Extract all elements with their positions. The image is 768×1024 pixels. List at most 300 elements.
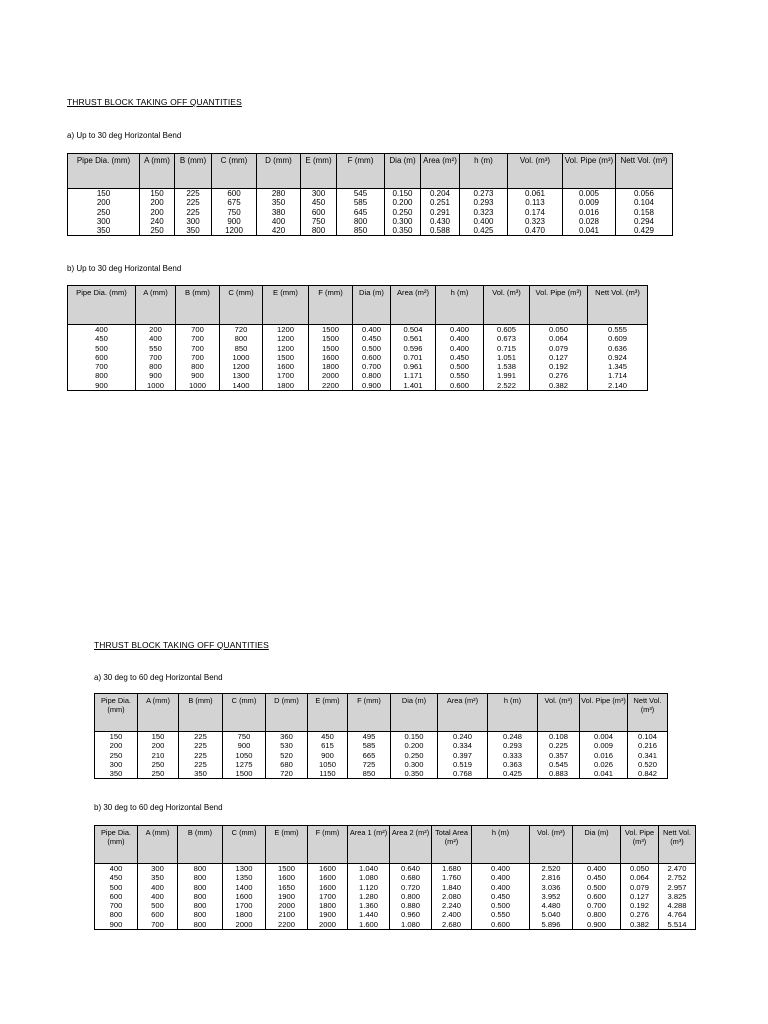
table-cell: 600 (68, 353, 136, 362)
table-cell: 0.640 (390, 864, 432, 874)
table-cell: 0.174 (508, 208, 563, 217)
table-cell: 0.300 (385, 217, 421, 226)
table-cell: 0.341 (628, 751, 668, 760)
table-cell: 1400 (223, 883, 266, 892)
table-cell: 0.561 (391, 334, 436, 343)
column-header: F (mm) (348, 694, 391, 732)
table-cell: 800 (301, 226, 337, 236)
table-cell: 1900 (266, 892, 308, 901)
table-cell: 250 (138, 760, 179, 769)
table-cell: 2.522 (484, 381, 530, 391)
table-cell: 0.400 (460, 217, 508, 226)
table-cell: 380 (257, 208, 301, 217)
table-cell: 0.150 (391, 732, 438, 742)
table-cell: 0.276 (621, 910, 659, 919)
table-cell: 450 (301, 198, 337, 207)
table-cell: 0.600 (353, 353, 391, 362)
table-cell: 1275 (223, 760, 266, 769)
table-cell: 0.079 (530, 344, 588, 353)
table-cell: 0.600 (472, 920, 530, 930)
table-cell: 1700 (223, 901, 266, 910)
table-cell: 495 (348, 732, 391, 742)
page2-section-b-subtitle: b) 30 deg to 60 deg Horizontal Bend (94, 803, 223, 812)
table-cell: 1.991 (484, 371, 530, 380)
table-cell: 1.760 (432, 873, 472, 882)
table-cell: 0.276 (530, 371, 588, 380)
table-cell: 675 (212, 198, 257, 207)
table-cell: 1.538 (484, 362, 530, 371)
page2-section-a-subtitle: a) 30 deg to 60 deg Horizontal Bend (94, 673, 223, 682)
table-cell: 0.600 (436, 381, 484, 391)
table-cell: 850 (348, 769, 391, 779)
table-row (95, 910, 696, 919)
table-cell: 0.400 (472, 864, 530, 874)
table-cell: 0.041 (580, 769, 628, 779)
column-header: Area (m²) (421, 154, 460, 189)
table-cell: 900 (212, 217, 257, 226)
table-cell: 0.636 (588, 344, 648, 353)
table-cell: 0.200 (391, 741, 438, 750)
table-cell: 750 (301, 217, 337, 226)
table-cell: 0.673 (484, 334, 530, 343)
table-cell: 850 (337, 226, 385, 236)
table-cell: 850 (220, 344, 263, 353)
table-cell: 0.430 (421, 217, 460, 226)
table-cell: 225 (179, 751, 223, 760)
table-row (68, 208, 673, 217)
table-cell: 150 (138, 732, 179, 742)
column-header: A (mm) (140, 154, 175, 189)
table-cell: 225 (175, 208, 212, 217)
table-cell: 300 (175, 217, 212, 226)
table-header-row (95, 826, 696, 864)
table-cell: 1200 (263, 344, 309, 353)
table-row (68, 371, 648, 380)
table-cell: 1600 (309, 353, 353, 362)
table-cell: 0.127 (621, 892, 659, 901)
table-cell: 225 (179, 741, 223, 750)
table-cell: 0.382 (530, 381, 588, 391)
table-cell: 1300 (223, 864, 266, 874)
table-cell: 0.026 (580, 760, 628, 769)
table-cell: 4.480 (530, 901, 573, 910)
table-cell: 250 (68, 208, 140, 217)
table-cell: 1.440 (348, 910, 390, 919)
table-cell: 725 (348, 760, 391, 769)
table-cell: 1700 (263, 371, 309, 380)
table-cell: 225 (179, 760, 223, 769)
table-cell: 150 (68, 189, 140, 199)
table-cell: 720 (220, 325, 263, 335)
table-cell: 0.880 (390, 901, 432, 910)
page2-section-b-table (94, 825, 696, 930)
table-cell: 1800 (308, 901, 348, 910)
table-cell: 750 (223, 732, 266, 742)
table-cell: 0.715 (484, 344, 530, 353)
column-header: E (mm) (308, 694, 348, 732)
table-cell: 585 (348, 741, 391, 750)
table-cell: 0.382 (621, 920, 659, 930)
column-header: h (m) (460, 154, 508, 189)
table-cell: 1.040 (348, 864, 390, 874)
table-cell: 0.064 (621, 873, 659, 882)
table-cell: 300 (68, 217, 140, 226)
column-header: F (mm) (308, 826, 348, 864)
table-cell: 0.016 (563, 208, 616, 217)
table-cell: 1200 (212, 226, 257, 236)
table-cell: 400 (138, 892, 178, 901)
table-cell: 0.450 (573, 873, 621, 882)
table-cell: 0.127 (530, 353, 588, 362)
table-cell: 350 (68, 226, 140, 236)
column-header: Dia (m) (353, 286, 391, 325)
table-cell: 600 (301, 208, 337, 217)
page1-section-a-subtitle: a) Up to 30 deg Horizontal Bend (67, 131, 182, 140)
column-header: Dia (m) (385, 154, 421, 189)
table-cell: 0.400 (436, 334, 484, 343)
table-cell: 1500 (263, 353, 309, 362)
table-cell: 0.216 (628, 741, 668, 750)
table-cell: 0.609 (588, 334, 648, 343)
column-header: Nett Vol. (m³) (628, 694, 668, 732)
table-row (68, 353, 648, 362)
table-row (95, 760, 668, 769)
table-cell: 0.450 (353, 334, 391, 343)
column-header: Nett Vol. (m³) (588, 286, 648, 325)
table-cell: 450 (308, 732, 348, 742)
table-cell: 800 (337, 217, 385, 226)
table-cell: 0.425 (488, 769, 538, 779)
column-header: B (mm) (175, 154, 212, 189)
table-cell: 0.400 (472, 873, 530, 882)
table-cell: 1600 (263, 362, 309, 371)
table-cell: 225 (175, 198, 212, 207)
table-cell: 900 (223, 741, 266, 750)
table-cell: 2.400 (432, 910, 472, 919)
table-cell: 225 (175, 189, 212, 199)
table-cell: 0.429 (616, 226, 673, 236)
table-cell: 350 (179, 769, 223, 779)
table-cell: 0.768 (438, 769, 488, 779)
table-cell: 0.960 (390, 910, 432, 919)
table-cell: 0.450 (436, 353, 484, 362)
table-cell: 0.113 (508, 198, 563, 207)
table-cell: 1200 (263, 325, 309, 335)
column-header: Vol. (m³) (538, 694, 580, 732)
table-cell: 0.273 (460, 189, 508, 199)
table-cell: 500 (95, 883, 138, 892)
table-cell: 530 (266, 741, 308, 750)
table-cell: 0.056 (616, 189, 673, 199)
table-cell: 200 (68, 198, 140, 207)
table-cell: 0.588 (421, 226, 460, 236)
table-cell: 1.080 (348, 873, 390, 882)
table-cell: 0.519 (438, 760, 488, 769)
table-cell: 1700 (308, 892, 348, 901)
table-cell: 0.500 (436, 362, 484, 371)
table-cell: 240 (140, 217, 175, 226)
table-cell: 0.293 (460, 198, 508, 207)
table-cell: 720 (266, 769, 308, 779)
table-cell: 1000 (220, 353, 263, 362)
table-cell: 750 (212, 208, 257, 217)
table-cell: 0.500 (353, 344, 391, 353)
table-cell: 2.957 (659, 883, 696, 892)
table-cell: 1800 (223, 910, 266, 919)
table-cell: 1.840 (432, 883, 472, 892)
table-cell: 0.883 (538, 769, 580, 779)
table-cell: 0.250 (391, 751, 438, 760)
table-cell: 3.036 (530, 883, 573, 892)
table-cell: 225 (179, 732, 223, 742)
table-cell: 0.800 (573, 910, 621, 919)
table-cell: 210 (138, 751, 179, 760)
table-cell: 800 (178, 883, 223, 892)
table-cell: 700 (176, 325, 220, 335)
table-cell: 0.104 (616, 198, 673, 207)
table-cell: 0.596 (391, 344, 436, 353)
table-row (95, 732, 668, 742)
table-cell: 0.500 (472, 901, 530, 910)
table-cell: 1.680 (432, 864, 472, 874)
table-cell: 700 (176, 344, 220, 353)
column-header: Area 1 (m²) (348, 826, 390, 864)
table-cell: 0.470 (508, 226, 563, 236)
table-cell: 400 (136, 334, 176, 343)
table-cell: 300 (138, 864, 178, 874)
column-header: Nett Vol. (m³) (616, 154, 673, 189)
table-row (95, 920, 696, 930)
table-cell: 2000 (308, 920, 348, 930)
table-cell: 450 (68, 334, 136, 343)
table-cell: 0.842 (628, 769, 668, 779)
table-cell: 900 (95, 920, 138, 930)
table-row (95, 751, 668, 760)
table-cell: 0.004 (580, 732, 628, 742)
column-header: Area (m²) (438, 694, 488, 732)
table-cell: 0.009 (580, 741, 628, 750)
table-cell: 2.816 (530, 873, 573, 882)
column-header: A (mm) (136, 286, 176, 325)
table-cell: 0.605 (484, 325, 530, 335)
table-cell: 1500 (309, 325, 353, 335)
table-cell: 5.514 (659, 920, 696, 930)
table-cell: 0.108 (538, 732, 580, 742)
table-cell: 1500 (223, 769, 266, 779)
table-cell: 0.500 (573, 883, 621, 892)
table-cell: 250 (138, 769, 179, 779)
table-cell: 5.040 (530, 910, 573, 919)
table-cell: 800 (176, 362, 220, 371)
table-cell: 250 (95, 751, 138, 760)
table-header-row (95, 694, 668, 732)
table-cell: 500 (138, 901, 178, 910)
column-header: Pipe Dia. (mm) (68, 154, 140, 189)
table-cell: 1050 (223, 751, 266, 760)
table-cell: 2.240 (432, 901, 472, 910)
column-header: Nett Vol. (m³) (659, 826, 696, 864)
table-cell: 0.600 (573, 892, 621, 901)
table-cell: 0.333 (488, 751, 538, 760)
table-cell: 420 (257, 226, 301, 236)
column-header: Vol. (m³) (508, 154, 563, 189)
table-cell: 2100 (266, 910, 308, 919)
table-cell: 0.357 (538, 751, 580, 760)
table-cell: 2.470 (659, 864, 696, 874)
column-header: D (mm) (266, 694, 308, 732)
column-header: Vol. Pipe (m³) (563, 154, 616, 189)
table-cell: 0.800 (390, 892, 432, 901)
table-cell: 545 (337, 189, 385, 199)
table-row (95, 769, 668, 779)
table-row (95, 873, 696, 882)
table-cell: 0.555 (588, 325, 648, 335)
page1-section-a-table (67, 153, 673, 236)
table-cell: 800 (178, 910, 223, 919)
table-cell: 700 (176, 334, 220, 343)
table-cell: 800 (220, 334, 263, 343)
table-header-row (68, 154, 673, 189)
table-cell: 0.550 (472, 910, 530, 919)
table-cell: 700 (136, 353, 176, 362)
page2-title: THRUST BLOCK TAKING OFF QUANTITIES (94, 640, 269, 650)
table-cell: 450 (95, 873, 138, 882)
column-header: Vol. Pipe (m³) (530, 286, 588, 325)
table-cell: 1650 (266, 883, 308, 892)
table-cell: 1.714 (588, 371, 648, 380)
column-header: Pipe Dia. (mm) (95, 826, 138, 864)
table-cell: 0.009 (563, 198, 616, 207)
table-cell: 0.204 (421, 189, 460, 199)
table-cell: 800 (95, 910, 138, 919)
table-cell: 0.050 (621, 864, 659, 874)
column-header: C (mm) (212, 154, 257, 189)
table-cell: 700 (176, 353, 220, 362)
table-cell: 1.360 (348, 901, 390, 910)
page2-section-a-table (94, 693, 668, 779)
table-cell: 2200 (309, 381, 353, 391)
column-header: Total Area (m²) (432, 826, 472, 864)
table-cell: 0.192 (621, 901, 659, 910)
table-cell: 0.550 (436, 371, 484, 380)
table-cell: 1600 (308, 883, 348, 892)
table-cell: 800 (136, 362, 176, 371)
page1-section-b-subtitle: b) Up to 30 deg Horizontal Bend (67, 264, 182, 273)
table-cell: 2.520 (530, 864, 573, 874)
table-cell: 0.520 (628, 760, 668, 769)
table-cell: 1500 (266, 864, 308, 874)
table-cell: 0.150 (385, 189, 421, 199)
table-cell: 1000 (176, 381, 220, 391)
table-cell: 700 (138, 920, 178, 930)
table-cell: 400 (68, 325, 136, 335)
column-header: E (mm) (301, 154, 337, 189)
table-row (68, 198, 673, 207)
table-cell: 0.363 (488, 760, 538, 769)
table-cell: 800 (68, 371, 136, 380)
table-cell: 0.225 (538, 741, 580, 750)
table-cell: 400 (257, 217, 301, 226)
table-cell: 4.764 (659, 910, 696, 919)
table-cell: 0.900 (573, 920, 621, 930)
table-cell: 520 (266, 751, 308, 760)
table-row (95, 864, 696, 874)
column-header: Vol. Pipe (m³) (621, 826, 659, 864)
table-cell: 200 (140, 208, 175, 217)
table-row (95, 892, 696, 901)
table-cell: 600 (138, 910, 178, 919)
table-cell: 1400 (220, 381, 263, 391)
column-header: C (mm) (220, 286, 263, 325)
table-cell: 0.400 (573, 864, 621, 874)
table-row (68, 325, 648, 335)
table-cell: 350 (138, 873, 178, 882)
table-cell: 0.323 (508, 217, 563, 226)
table-cell: 550 (136, 344, 176, 353)
table-cell: 3.825 (659, 892, 696, 901)
table-cell: 0.397 (438, 751, 488, 760)
table-cell: 0.064 (530, 334, 588, 343)
table-cell: 0.450 (472, 892, 530, 901)
table-cell: 1300 (220, 371, 263, 380)
table-cell: 0.924 (588, 353, 648, 362)
table-cell: 360 (266, 732, 308, 742)
table-cell: 0.334 (438, 741, 488, 750)
column-header: Pipe Dia. (mm) (68, 286, 136, 325)
table-cell: 250 (140, 226, 175, 236)
table-cell: 900 (176, 371, 220, 380)
table-cell: 800 (178, 892, 223, 901)
table-row (68, 226, 673, 236)
table-row (68, 334, 648, 343)
page1-section-b-table (67, 285, 648, 391)
table-cell: 1350 (223, 873, 266, 882)
table-cell: 1.051 (484, 353, 530, 362)
table-row (68, 381, 648, 391)
table-cell: 2.752 (659, 873, 696, 882)
table-cell: 1200 (263, 334, 309, 343)
table-cell: 0.425 (460, 226, 508, 236)
column-header: Pipe Dia. (mm) (95, 694, 138, 732)
table-cell: 0.248 (488, 732, 538, 742)
table-cell: 0.041 (563, 226, 616, 236)
table-cell: 0.251 (421, 198, 460, 207)
table-cell: 0.680 (390, 873, 432, 882)
table-cell: 800 (178, 873, 223, 882)
table-cell: 585 (337, 198, 385, 207)
table-cell: 300 (301, 189, 337, 199)
column-header: E (mm) (263, 286, 309, 325)
table-cell: 0.016 (580, 751, 628, 760)
table-cell: 0.079 (621, 883, 659, 892)
table-cell: 2000 (266, 901, 308, 910)
column-header: Area (m²) (391, 286, 436, 325)
table-row (95, 741, 668, 750)
table-cell: 5.896 (530, 920, 573, 930)
column-header: E (mm) (266, 826, 308, 864)
table-cell: 0.323 (460, 208, 508, 217)
table-cell: 1600 (223, 892, 266, 901)
table-cell: 0.961 (391, 362, 436, 371)
table-cell: 2.680 (432, 920, 472, 930)
table-cell: 665 (348, 751, 391, 760)
table-row (95, 901, 696, 910)
table-cell: 1500 (309, 334, 353, 343)
table-cell: 0.192 (530, 362, 588, 371)
table-cell: 1050 (308, 760, 348, 769)
table-cell: 1.401 (391, 381, 436, 391)
column-header: h (m) (488, 694, 538, 732)
